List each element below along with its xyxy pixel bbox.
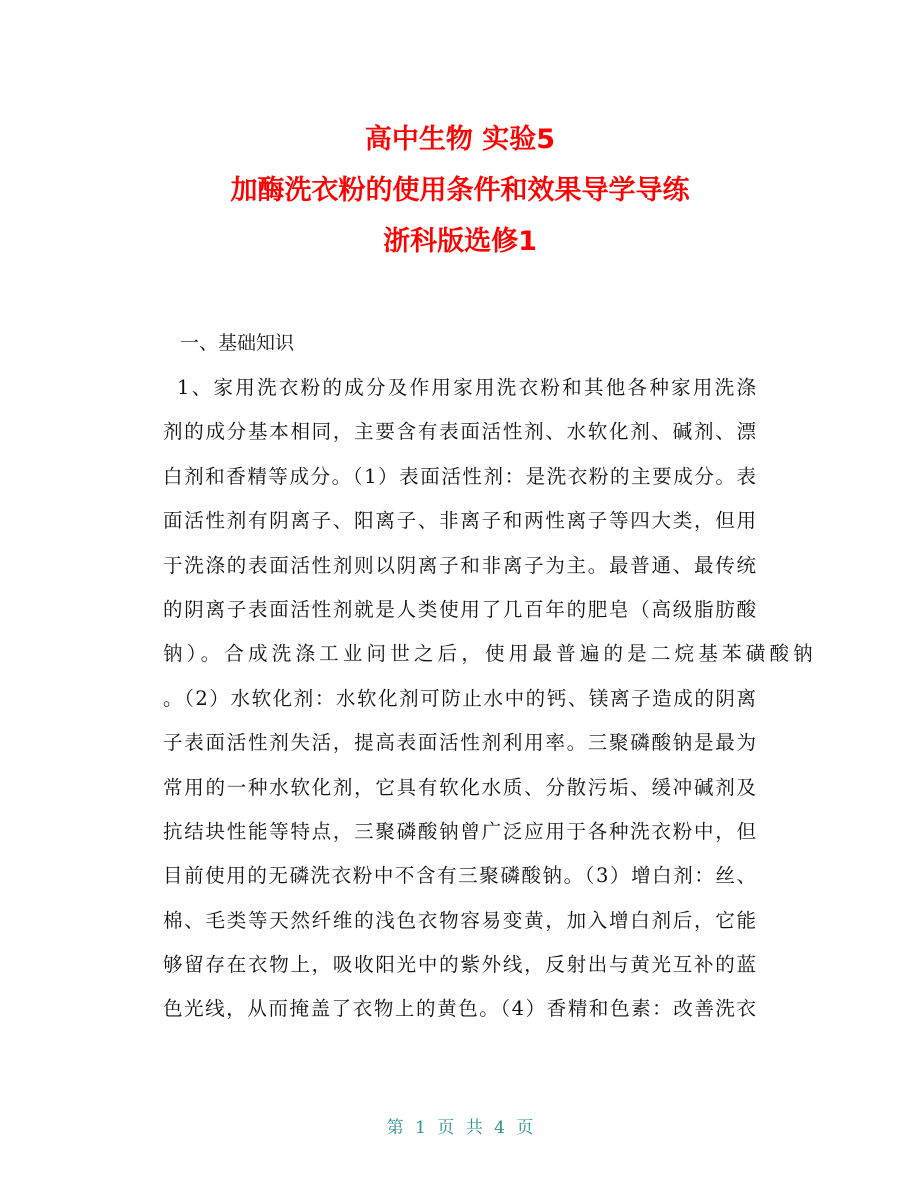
body-line: 钠）。合成洗涤工业问世之后，使用最普遍的是二烷基苯磺酸钠 bbox=[163, 642, 817, 666]
body-line: 抗结块性能等特点，三聚磷酸钠曾广泛应用于各种洗衣粉中，但 bbox=[163, 819, 756, 843]
body-line: 的阴离子表面活性剂就是人类使用了几百年的肥皂（高级脂肪酸 bbox=[163, 597, 756, 621]
body-line: 色光线，从而掩盖了衣物上的黄色。（4）香精和色素：改善洗衣 bbox=[163, 997, 756, 1021]
section-heading: 一、基础知识 bbox=[180, 332, 295, 354]
body-line: 棉、毛类等天然纤维的浅色衣物容易变黄，加入增白剂后，它能 bbox=[163, 908, 756, 932]
body-line: 白剂和香精等成分。（1）表面活性剂：是洗衣粉的主要成分。表 bbox=[163, 464, 756, 488]
document-title-line-1: 高中生物 实验5 bbox=[364, 124, 556, 155]
body-line: 够留存在衣物上，吸收阳光中的紫外线，反射出与黄光互补的蓝 bbox=[163, 953, 756, 977]
body-line: 。（2）水软化剂：水软化剂可防止水中的钙、镁离子造成的阴离 bbox=[163, 686, 756, 710]
body-line: 子表面活性剂失活，提高表面活性剂利用率。三聚磷酸钠是最为 bbox=[163, 731, 756, 755]
body-line: 剂的成分基本相同，主要含有表面活性剂、水软化剂、碱剂、漂 bbox=[163, 420, 756, 444]
body-line: 常用的一种水软化剂，它具有软化水质、分散污垢、缓冲碱剂及 bbox=[163, 775, 756, 799]
body-line: 目前使用的无磷洗衣粉中不含有三聚磷酸钠。（3）增白剂：丝、 bbox=[163, 864, 756, 888]
body-line: 于洗涤的表面活性剂则以阴离子和非离子为主。最普通、最传统 bbox=[163, 553, 756, 577]
body-text bbox=[163, 373, 817, 1039]
document-title-line-2: 加酶洗衣粉的使用条件和效果导学导练 bbox=[230, 175, 690, 206]
body-line: 面活性剂有阴离子、阳离子、非离子和两性离子等四大类，但用 bbox=[163, 509, 756, 533]
body-line: 1、家用洗衣粉的成分及作用家用洗衣粉和其他各种家用洗涤 bbox=[177, 376, 756, 399]
page-number-footer: 第 1 页 共 4 页 bbox=[386, 1118, 534, 1138]
document-title-line-3: 浙科版选修1 bbox=[383, 226, 537, 257]
